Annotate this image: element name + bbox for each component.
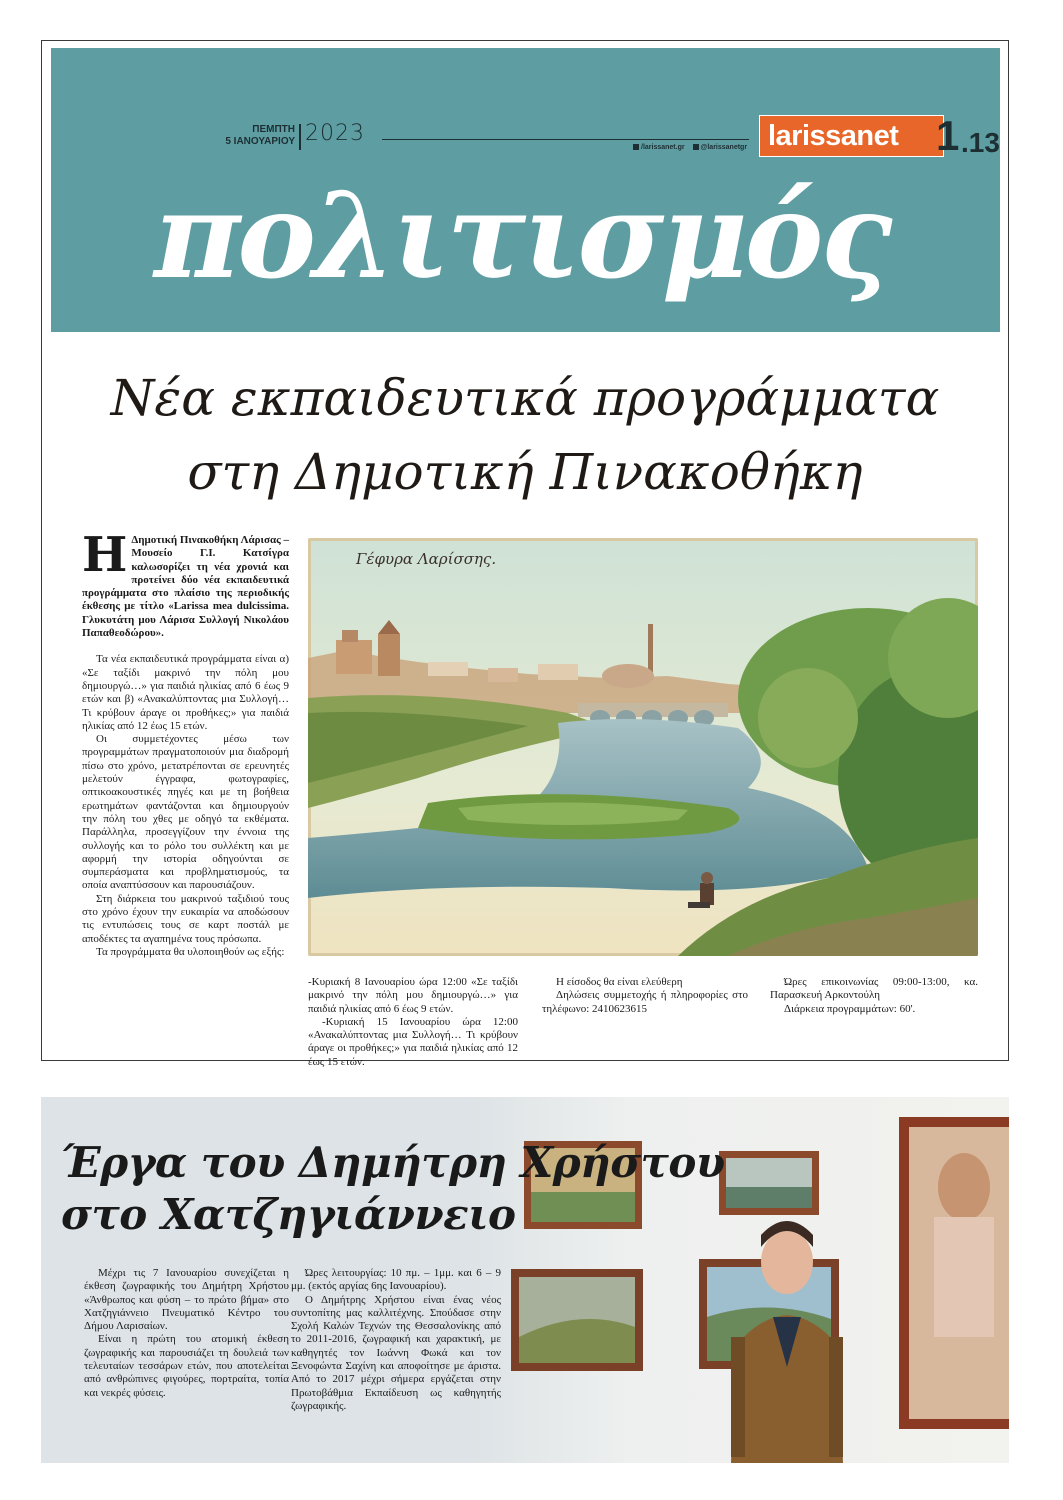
paragraph: Ώρες λειτουργίας: 10 πμ. – 1μμ. και 6 – 9 μμ. (εκτός αργίας 6ης Ιανουαρίου). bbox=[291, 1267, 501, 1293]
second-article-column-2 bbox=[291, 1267, 501, 1413]
paragraph: -Κυριακή 8 Ιανουαρίου ώρα 12:00 «Σε ταξίδι μακρινό την πόλη μου δημιουργώ…» για παιδιά ηλικίας από 6 έως 9 ετών. bbox=[308, 976, 518, 1015]
page-frame bbox=[41, 40, 1009, 1068]
drop-cap: Η bbox=[82, 527, 128, 583]
second-article bbox=[41, 1097, 1009, 1463]
article-headline bbox=[42, 361, 1008, 509]
issue-date-text: 5 ΙΑΝΟΥΑΡΙΟΥ bbox=[225, 136, 295, 147]
paragraph: Είναι η πρώτη του ατομική έκθεση ζωγραφικής και παρουσιάζει τη δουλειά των τελευταίων τεσσάρων ετών, που αποτελείται από ανθρώπινες φιγούρες, πορτραίτα, τοπία και νεκρές φύσεις. bbox=[84, 1333, 289, 1399]
second-headline bbox=[61, 1137, 725, 1241]
facebook-link[interactable] bbox=[633, 144, 685, 151]
facebook-handle: /larissanet.gr bbox=[641, 144, 685, 151]
article-column-2 bbox=[308, 976, 518, 1069]
issue-year: 2023 bbox=[305, 121, 365, 146]
section-banner bbox=[51, 48, 1000, 332]
postcard-photo bbox=[308, 538, 978, 956]
header-rule bbox=[382, 139, 749, 140]
page-number-big: 1 bbox=[936, 112, 960, 159]
larissanet-logo[interactable] bbox=[759, 115, 944, 157]
photo-caption: Γέφυρα Λαρίσσης. bbox=[356, 550, 497, 568]
lead-text: Δημοτική Πινακοθήκη Λάρισας – Μουσείο Γ.Ι. Κατσίγρα καλωσορίζει τη νέα χρονιά και προτείνει δύο νέα εκπαιδευτικά προγράμματα στο πλαίσιο της περιοδικής έκθεσης με τίτλο «Larissa mea dulcissima. Γλυκυτάτη μου Λάρισα Συλλογή Νικολάου Παπαθεοδώρου». bbox=[82, 534, 289, 640]
article-lead bbox=[82, 527, 289, 640]
twitter-link[interactable] bbox=[693, 144, 748, 151]
paragraph: Τα νέα εκπαιδευτικά προγράμματα είναι α) «Σε ταξίδι μακρινό την πόλη μου δημιουργώ…» για παιδιά ηλικίας από 6 έως 9 ετών και β) «Ανακαλύπτοντας μια Συλλογή… Τι κρύβουν άραγε οι προθήκες;» για παιδιά ηλικίας από 12 έως 15 ετών. bbox=[82, 653, 289, 732]
paragraph: Δηλώσεις συμμετοχής ή πληροφορίες στο τηλέφωνο: 2410623615 bbox=[542, 989, 748, 1015]
section-title: πολιτισμός bbox=[154, 166, 890, 305]
article-column-4 bbox=[770, 976, 978, 1016]
bridge-landscape-illustration bbox=[308, 538, 978, 956]
page-number-small: .13 bbox=[961, 127, 1000, 158]
facebook-icon bbox=[633, 144, 639, 150]
headline-line-1: Νέα εκπαιδευτικά προγράμματα bbox=[110, 369, 940, 427]
issue-day: ΠΕΜΠΤΗ bbox=[252, 124, 295, 135]
twitter-icon bbox=[693, 144, 699, 150]
paragraph: Οι συμμετέχοντες μέσω των προγραμμάτων πραγματοποιούν μια διαδρομή πίσω στο χρόνο, μετατρέπονται σε ερευνητές μελετούν έγγραφα, φωτογραφίες, οπτικοακουστικές πηγές και με τη βοήθεια ερωτημάτων φαντάζονται και δημιουργούν την πόλη του χθες με οδηγό τα εκθέματα. Παράλληλα, προσεγγίζουν την έννοια της συλλογής και το ρόλο του συλλέκτη και με αφορμή την ιστορία οδηγούνται σε συμπεράσματα και προβληματισμούς, τα οποία αναπτύσσουν και παρουσιάζουν. bbox=[82, 733, 289, 892]
second-article-column-1 bbox=[84, 1267, 289, 1400]
page-number bbox=[936, 112, 1000, 158]
date-divider bbox=[299, 124, 301, 150]
paragraph: -Κυριακή 15 Ιανουαρίου ώρα 12:00 «Ανακαλύπτοντας μια Συλλογή… Τι κρύβουν άραγε οι προθήκες;» για παιδιά ηλικίας από 12 έως 15 ετών. bbox=[308, 1015, 518, 1068]
social-links bbox=[633, 144, 753, 151]
headline-line-2: στη Δημοτική Πινακοθήκη bbox=[187, 443, 863, 501]
twitter-handle: @larissanetgr bbox=[700, 144, 748, 151]
second-headline-line-1: Έργα του Δημήτρη Χρήστου bbox=[61, 1138, 725, 1187]
paragraph: Διάρκεια προγραμμάτων: 60'. bbox=[784, 1002, 916, 1015]
issue-date bbox=[181, 124, 295, 148]
paragraph: Στη διάρκεια του μακρινού ταξιδιού τους στο χρόνο έχουν την ευκαιρία να αποδώσουν τις εντυπώσεις τους σε καρτ ποστάλ με αποδέκτες τα αγαπημένα τους πρόσωπα. bbox=[82, 892, 289, 945]
article-column-3 bbox=[542, 976, 748, 1016]
paragraph: Ώρες επικοινωνίας 09:00-13:00, κα. Παρασκευή Αρκοντούλη bbox=[770, 976, 978, 1002]
paragraph: Μέχρι τις 7 Ιανουαρίου συνεχίζεται η έκθεση ζωγραφικής του Δημήτρη Χρήστου «Άνθρωπος και φύση – το πρώτο βήμα» στο Χατζηγιάννειο Πνευματικό Κέντρο του Δήμου Λαρισαίων. bbox=[84, 1267, 289, 1333]
paragraph: Η είσοδος θα είναι ελεύθερη bbox=[556, 976, 683, 988]
article-column-1 bbox=[82, 527, 289, 959]
second-headline-line-2: στο Χατζηγιάννειο bbox=[61, 1190, 516, 1239]
paragraph: Ο Δημήτρης Χρήστου είναι ένας νέος συντοπίτης μας καλλιτέχνης. Σπούδασε στην Σχολή Καλών Τεχνών της Θεσσαλονίκης από το 2011-2016, ζωγραφική και χαρακτική, με καθηγητές τον Ιωάννη Φωκά και τον Ξενοφώντα Σαχίνη και αποφοίτησε με άριστα. Από το 2017 μέχρι σήμερα εργάζεται στην Πρωτοβάθμια Εκπαίδευση ως καθηγητής ζωγραφικής. bbox=[291, 1293, 501, 1412]
paragraph: Τα προγράμματα θα υλοποιηθούν ως εξής: bbox=[96, 945, 285, 958]
logo-text: larissanet bbox=[768, 120, 899, 152]
